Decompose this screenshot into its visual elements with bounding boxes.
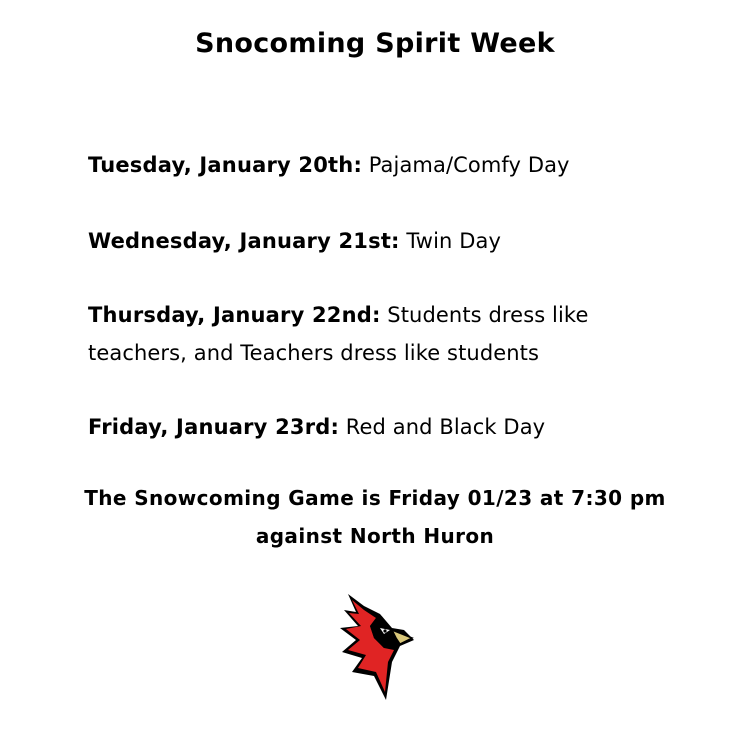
cardinal-pupil bbox=[383, 629, 386, 632]
schedule-date: Friday, January 23rd: bbox=[88, 415, 340, 439]
schedule-date: Tuesday, January 20th: bbox=[88, 153, 363, 177]
game-announcement bbox=[0, 479, 750, 555]
schedule-date: Wednesday, January 21st: bbox=[88, 229, 400, 253]
schedule-item-friday bbox=[88, 408, 545, 446]
schedule-event: Red and Black Day bbox=[345, 415, 546, 439]
game-line-2: against North Huron bbox=[255, 524, 495, 548]
schedule-event: Twin Day bbox=[406, 229, 501, 253]
cardinal-mascot-icon bbox=[334, 592, 416, 702]
schedule-date: Thursday, January 22nd: bbox=[88, 303, 381, 327]
page-title: Snocoming Spirit Week bbox=[195, 28, 555, 59]
schedule-event: Students dress like teachers, and Teachers dress like students bbox=[88, 303, 589, 365]
schedule-item-thursday bbox=[88, 296, 648, 372]
schedule-item-tuesday bbox=[88, 146, 570, 184]
schedule-event: Pajama/Comfy Day bbox=[368, 153, 570, 177]
schedule-item-wednesday bbox=[88, 222, 501, 260]
game-line-1: The Snowcoming Game is Friday 01/23 at 7:30 pm bbox=[84, 486, 666, 510]
